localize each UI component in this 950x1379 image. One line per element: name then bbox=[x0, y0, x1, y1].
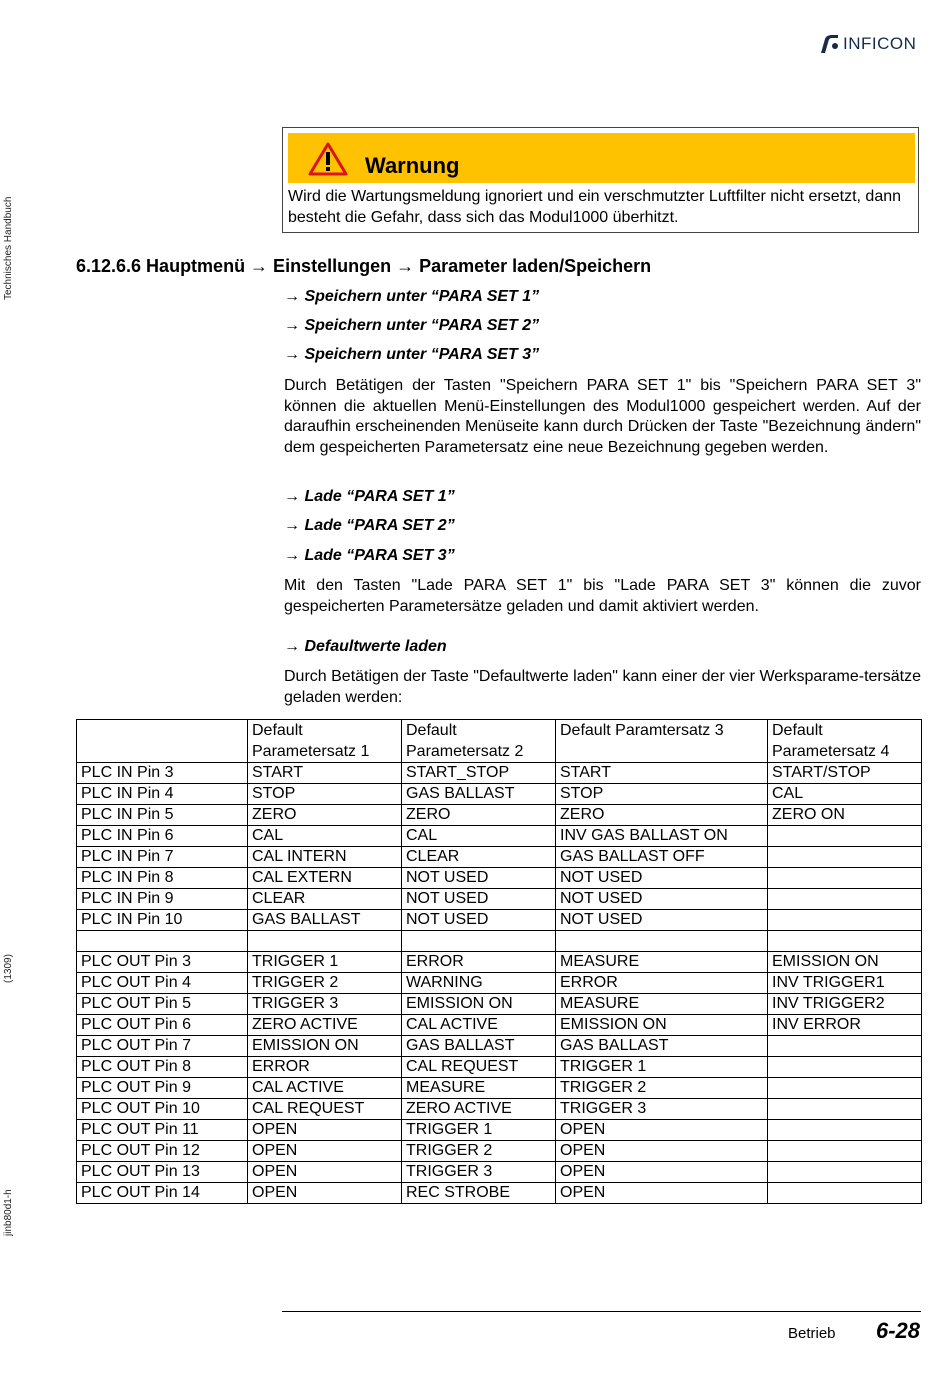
table-cell: TRIGGER 2 bbox=[248, 973, 402, 994]
table-cell: NOT USED bbox=[402, 868, 556, 889]
table-row bbox=[77, 868, 922, 889]
table-cell: INV TRIGGER1 bbox=[768, 973, 922, 994]
table-cell: TRIGGER 3 bbox=[402, 1162, 556, 1183]
table-cell: CAL REQUEST bbox=[402, 1057, 556, 1078]
table-row bbox=[77, 952, 922, 973]
default-values-heading: → Defaultwerte laden bbox=[284, 638, 447, 655]
table-cell bbox=[768, 931, 922, 952]
table-cell: STOP bbox=[248, 784, 402, 805]
table-cell: CAL ACTIVE bbox=[402, 1015, 556, 1036]
table-cell: GAS BALLAST bbox=[556, 1036, 768, 1057]
table-cell bbox=[768, 847, 922, 868]
pin-label-cell: PLC OUT Pin 4 bbox=[77, 973, 248, 994]
load-description: Mit den Tasten "Lade PARA SET 1" bis "Lade PARA SET 3" können die zuvor gespeicherten Parametersätze geladen und damit aktiviert werden. bbox=[284, 577, 921, 615]
table-cell: START/STOP bbox=[768, 763, 922, 784]
table-cell: REC STROBE bbox=[402, 1183, 556, 1204]
pin-label-cell: PLC IN Pin 3 bbox=[77, 763, 248, 784]
table-cell: START bbox=[556, 763, 768, 784]
table-cell: CAL ACTIVE bbox=[248, 1078, 402, 1099]
pin-label-cell: PLC OUT Pin 9 bbox=[77, 1078, 248, 1099]
footer-divider bbox=[282, 1311, 921, 1312]
table-cell: CLEAR bbox=[248, 889, 402, 910]
table-cell: NOT USED bbox=[402, 889, 556, 910]
table-cell: OPEN bbox=[556, 1183, 768, 1204]
footer-chapter: Betrieb bbox=[788, 1325, 836, 1342]
table-cell: ZERO bbox=[402, 805, 556, 826]
table-row bbox=[77, 1015, 922, 1036]
table-cell: TRIGGER 3 bbox=[248, 994, 402, 1015]
table-cell: ERROR bbox=[556, 973, 768, 994]
table-row bbox=[77, 826, 922, 847]
table-cell: OPEN bbox=[556, 1120, 768, 1141]
pin-label-cell: PLC IN Pin 9 bbox=[77, 889, 248, 910]
table-cell bbox=[768, 889, 922, 910]
default-values-description: Durch Betätigen der Taste "Defaultwerte laden" kann einer der vier Werksparame-tersätze geladen werden: bbox=[284, 668, 921, 706]
pin-label-cell: PLC OUT Pin 7 bbox=[77, 1036, 248, 1057]
table-cell: TRIGGER 1 bbox=[402, 1120, 556, 1141]
table-header-cell: Default Parametersatz 4 bbox=[768, 720, 922, 763]
table-cell bbox=[768, 1057, 922, 1078]
table-cell bbox=[768, 1078, 922, 1099]
table-cell: CLEAR bbox=[402, 847, 556, 868]
table-cell: EMISSION ON bbox=[248, 1036, 402, 1057]
table-cell: ZERO bbox=[248, 805, 402, 826]
table-cell: ERROR bbox=[248, 1057, 402, 1078]
table-cell bbox=[768, 1162, 922, 1183]
table-row bbox=[77, 1120, 922, 1141]
table-cell: START bbox=[248, 763, 402, 784]
table-cell: ZERO ON bbox=[768, 805, 922, 826]
table-row bbox=[77, 763, 922, 784]
table-cell bbox=[556, 931, 768, 952]
table-header-cell: Default Parametersatz 1 bbox=[248, 720, 402, 763]
save-para-set-1-heading: → Speichern unter “PARA SET 1” bbox=[284, 288, 540, 305]
pin-label-cell: PLC OUT Pin 13 bbox=[77, 1162, 248, 1183]
warning-title: Warnung bbox=[365, 153, 460, 178]
table-row bbox=[77, 994, 922, 1015]
table-row bbox=[77, 1099, 922, 1120]
table-cell: OPEN bbox=[248, 1120, 402, 1141]
table-cell: OPEN bbox=[556, 1141, 768, 1162]
save-para-set-3-heading: → Speichern unter “PARA SET 3” bbox=[284, 346, 540, 363]
table-cell: CAL INTERN bbox=[248, 847, 402, 868]
table-row bbox=[77, 1162, 922, 1183]
table-row bbox=[77, 1036, 922, 1057]
table-cell: TRIGGER 2 bbox=[556, 1078, 768, 1099]
table-cell: INV ERROR bbox=[768, 1015, 922, 1036]
table-cell: START_STOP bbox=[402, 763, 556, 784]
table-header-cell: Default Parametersatz 2 bbox=[402, 720, 556, 763]
pin-label-cell: PLC OUT Pin 11 bbox=[77, 1120, 248, 1141]
inficon-logo-icon bbox=[818, 33, 840, 55]
table-cell: ZERO ACTIVE bbox=[402, 1099, 556, 1120]
pin-label-cell: PLC IN Pin 10 bbox=[77, 910, 248, 931]
sidebar-doc-id: jinb80d1-h bbox=[3, 1189, 14, 1236]
table-cell: ERROR bbox=[402, 952, 556, 973]
table-cell: NOT USED bbox=[402, 910, 556, 931]
default-parameter-table bbox=[76, 719, 922, 1204]
table-cell: TRIGGER 2 bbox=[402, 1141, 556, 1162]
table-cell: TRIGGER 3 bbox=[556, 1099, 768, 1120]
inficon-logo bbox=[818, 32, 916, 56]
table-cell: CAL bbox=[248, 826, 402, 847]
table-cell: NOT USED bbox=[556, 910, 768, 931]
table-row bbox=[77, 1141, 922, 1162]
warning-header bbox=[288, 133, 915, 183]
table-cell bbox=[768, 1099, 922, 1120]
table-cell: CAL REQUEST bbox=[248, 1099, 402, 1120]
pin-label-cell: PLC IN Pin 4 bbox=[77, 784, 248, 805]
load-para-set-2-heading: → Lade “PARA SET 2” bbox=[284, 517, 455, 534]
table-row bbox=[77, 1057, 922, 1078]
table-cell bbox=[768, 910, 922, 931]
table-cell: INV GAS BALLAST ON bbox=[556, 826, 768, 847]
section-heading: 6.12.6.6 Hauptmenü → Einstellungen → Parameter laden/Speichern bbox=[76, 256, 652, 276]
logo-text: INFICON bbox=[843, 34, 917, 53]
table-cell: MEASURE bbox=[402, 1078, 556, 1099]
pin-label-cell: PLC OUT Pin 3 bbox=[77, 952, 248, 973]
footer-page-number: 6-28 bbox=[876, 1318, 921, 1343]
warning-triangle-icon bbox=[308, 142, 348, 176]
table-cell: OPEN bbox=[248, 1162, 402, 1183]
table-header-cell: Default Paramtersatz 3 bbox=[556, 720, 768, 763]
save-para-set-2-heading: → Speichern unter “PARA SET 2” bbox=[284, 317, 540, 334]
table-cell bbox=[768, 1183, 922, 1204]
pin-label-cell: PLC OUT Pin 10 bbox=[77, 1099, 248, 1120]
table-cell: ZERO ACTIVE bbox=[248, 1015, 402, 1036]
table-cell bbox=[402, 931, 556, 952]
table-cell: EMISSION ON bbox=[402, 994, 556, 1015]
table-cell bbox=[768, 868, 922, 889]
table-cell: STOP bbox=[556, 784, 768, 805]
table-cell: GAS BALLAST OFF bbox=[556, 847, 768, 868]
table-row bbox=[77, 889, 922, 910]
pin-label-cell: PLC IN Pin 8 bbox=[77, 868, 248, 889]
table-cell: OPEN bbox=[556, 1162, 768, 1183]
table-cell: OPEN bbox=[248, 1141, 402, 1162]
table-cell: CAL bbox=[768, 784, 922, 805]
pin-label-cell: PLC OUT Pin 12 bbox=[77, 1141, 248, 1162]
table-cell: CAL bbox=[402, 826, 556, 847]
table-cell: NOT USED bbox=[556, 868, 768, 889]
pin-label-cell: PLC OUT Pin 5 bbox=[77, 994, 248, 1015]
table-row bbox=[77, 910, 922, 931]
load-para-set-3-heading: → Lade “PARA SET 3” bbox=[284, 547, 455, 564]
warning-box bbox=[282, 127, 919, 233]
table-row bbox=[77, 1078, 922, 1099]
table-cell: GAS BALLAST bbox=[402, 784, 556, 805]
table-cell bbox=[768, 1141, 922, 1162]
table-row bbox=[77, 1183, 922, 1204]
pin-label-cell: PLC OUT Pin 8 bbox=[77, 1057, 248, 1078]
pin-label-cell: PLC IN Pin 6 bbox=[77, 826, 248, 847]
warning-text: Wird die Wartungsmeldung ignoriert und ein verschmutzter Luftfilter nicht ersetzt, dann besteht die Gefahr, dass sich das Modul1000 überhitzt. bbox=[288, 188, 902, 226]
sidebar-date-code: (1309) bbox=[3, 954, 14, 983]
pin-label-cell: PLC OUT Pin 14 bbox=[77, 1183, 248, 1204]
table-cell: GAS BALLAST bbox=[248, 910, 402, 931]
sidebar-manual-label: Technisches Handbuch bbox=[3, 196, 14, 300]
table-cell: TRIGGER 1 bbox=[248, 952, 402, 973]
table-cell: MEASURE bbox=[556, 994, 768, 1015]
table-row bbox=[77, 847, 922, 868]
table-row bbox=[77, 973, 922, 994]
table-cell: ZERO bbox=[556, 805, 768, 826]
table-cell: TRIGGER 1 bbox=[556, 1057, 768, 1078]
table-cell: OPEN bbox=[248, 1183, 402, 1204]
pin-label-cell: PLC OUT Pin 6 bbox=[77, 1015, 248, 1036]
table-row bbox=[77, 931, 922, 952]
table-row bbox=[77, 784, 922, 805]
table-cell bbox=[768, 826, 922, 847]
table-cell bbox=[248, 931, 402, 952]
table-cell: INV TRIGGER2 bbox=[768, 994, 922, 1015]
load-para-set-1-heading: → Lade “PARA SET 1” bbox=[284, 488, 455, 505]
table-header-row bbox=[77, 720, 922, 763]
table-row bbox=[77, 805, 922, 826]
pin-label-cell bbox=[77, 931, 248, 952]
table-cell: EMISSION ON bbox=[556, 1015, 768, 1036]
table-cell bbox=[768, 1036, 922, 1057]
pin-label-cell: PLC IN Pin 7 bbox=[77, 847, 248, 868]
table-cell: MEASURE bbox=[556, 952, 768, 973]
table-cell: CAL EXTERN bbox=[248, 868, 402, 889]
table-cell: WARNING bbox=[402, 973, 556, 994]
save-description: Durch Betätigen der Tasten "Speichern PARA SET 1" bis "Speichern PARA SET 3" können die aktuellen Menü-Einstellungen des Modul1000 gespeichert werden. Auf der daraufhin erscheinenden Menüseite kann durch Drücken der Taste "Bezeichnung ändern" dem gespeicherten Parametersatz eine neue Bezeichnung gegeben werden. bbox=[284, 377, 921, 456]
table-header-cell bbox=[77, 720, 248, 763]
table-cell: EMISSION ON bbox=[768, 952, 922, 973]
table-cell: NOT USED bbox=[556, 889, 768, 910]
pin-label-cell: PLC IN Pin 5 bbox=[77, 805, 248, 826]
table-cell: GAS BALLAST bbox=[402, 1036, 556, 1057]
table-cell bbox=[768, 1120, 922, 1141]
